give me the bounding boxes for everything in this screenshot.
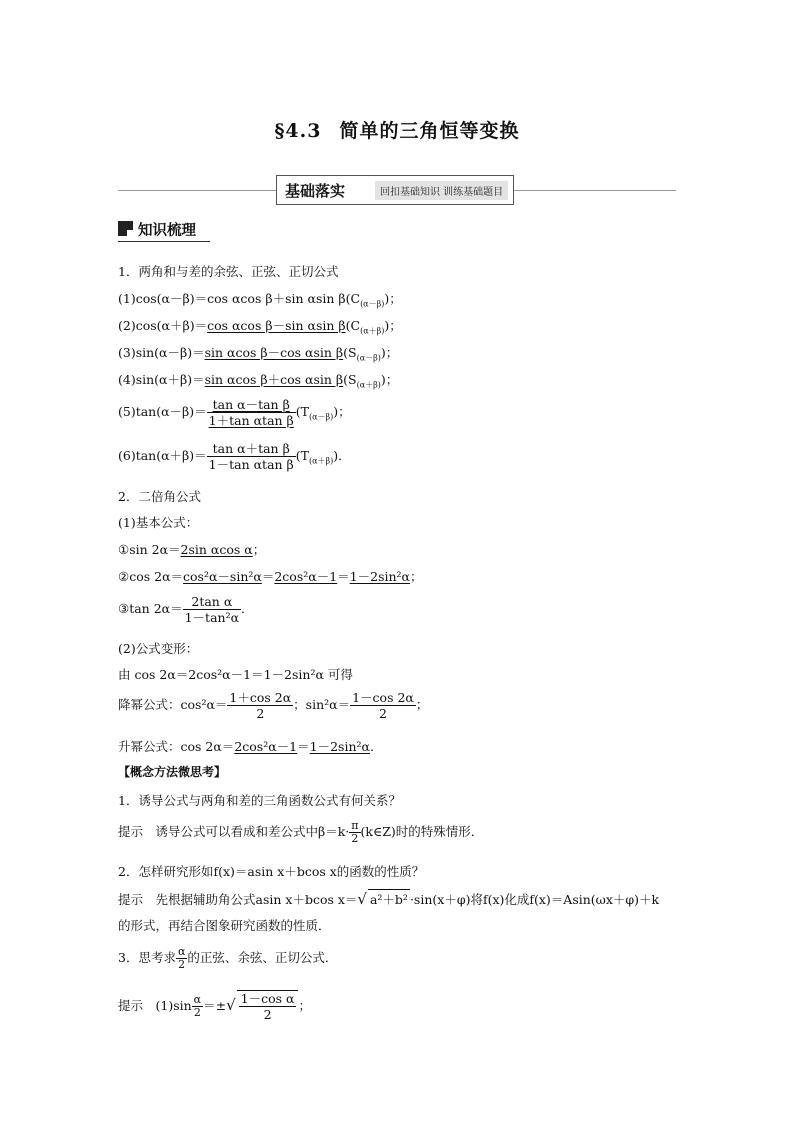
double-cos-answer-3: 1－2sin²α: [349, 569, 410, 584]
answer-2-line-2: 的形式，再结合图象研究函数的性质．: [118, 918, 331, 933]
answer-3-text: 提示 (1)sin: [118, 998, 192, 1013]
radical-sign-2: √: [226, 996, 236, 1014]
formula-2-code: (C: [345, 318, 361, 333]
banner-main-label: 基础落实: [285, 181, 346, 200]
formula-5-text: (5)tan(α－β)＝: [118, 404, 207, 419]
question-3-denominator: 2: [178, 958, 186, 971]
raise-eq: ＝: [297, 739, 310, 754]
answer-3-denominator: 2: [193, 1006, 201, 1019]
formula-2-sub: (α＋β): [360, 326, 385, 336]
formula-5-end: )；: [333, 404, 351, 419]
question-3-numerator: α: [177, 945, 186, 958]
formula-6-fraction: [207, 441, 296, 472]
transform-label: (2)公式变形：: [118, 641, 199, 656]
s2-heading: 2．二倍角公式: [118, 489, 201, 504]
formula-6-denominator: 1－tan αtan β: [208, 457, 294, 472]
question-3: [118, 946, 337, 971]
double-tan-numerator: 2tan α: [183, 594, 241, 610]
answer-1-fraction: [349, 820, 360, 845]
double-cos-eq-2: ＝: [337, 569, 350, 584]
radical-sign: √: [357, 890, 367, 908]
raise-answer-1: 2cos²α－1: [234, 739, 298, 754]
double-tan-denominator: 1－tan²α: [184, 610, 240, 625]
lower-power-end: ；: [415, 697, 429, 712]
section-banner: [276, 175, 514, 205]
lower-power-fraction-1: [227, 690, 293, 721]
answer-1-end: (k∈Z)时的特殊情形．: [360, 824, 484, 839]
banner-rule-left: [118, 190, 276, 191]
formula-1-sub: (α－β): [360, 299, 385, 309]
formula-line-6: [118, 441, 351, 472]
answer-1-numerator: π: [351, 819, 359, 832]
double-cos-end: ；: [410, 569, 423, 584]
formula-5-numerator: tan α－tan β: [207, 397, 296, 413]
answer-3-radicand: [237, 990, 299, 1022]
formula-5-code: (T: [295, 404, 309, 419]
lower-power-mid: ；sin²α＝: [293, 697, 351, 712]
raise-power-line: [118, 737, 374, 755]
double-tan: [118, 594, 254, 625]
double-sin-answer: 2sin αcos α: [180, 542, 253, 557]
lower-den-1: 2: [256, 706, 265, 721]
formula-5-fraction: [207, 397, 296, 428]
formula-line-5: [118, 397, 351, 428]
answer-2-text: 提示 先根据辅助角公式asin x＋bcos x＝: [118, 892, 358, 907]
double-tan-text: ③tan 2α＝: [118, 601, 183, 616]
formula-4-sub: (α＋β): [356, 380, 381, 390]
heading-underline: [118, 241, 210, 242]
formula-line-1: [118, 289, 402, 310]
double-tan-fraction: [183, 594, 241, 625]
answer-2-end: ·sin(x＋φ)将f(x)化成f(x)＝Asin(ωx＋φ)＋k: [409, 892, 660, 907]
answer-3-numerator: α: [193, 993, 202, 1006]
question-1: 1．诱导公式与两角和差的三角函数公式有何关系？: [118, 793, 401, 808]
formula-2-end: )；: [384, 318, 402, 333]
question-3-fraction: [176, 946, 187, 971]
lower-power-line: [118, 690, 428, 721]
formula-2-text: (2)cos(α＋β)＝: [118, 318, 208, 333]
formula-4-code: (S: [343, 372, 357, 387]
knowledge-heading: 知识梳理: [138, 223, 196, 239]
section-title: 简单的三角恒等变换: [339, 120, 520, 142]
question-2: 2．怎样研究形如f(x)＝asin x＋bcos x的函数的性质？: [118, 864, 425, 879]
lower-den-2: 2: [379, 706, 387, 721]
formula-3-sub: (α－β): [356, 353, 381, 363]
answer-2: [118, 889, 659, 908]
raise-end: .: [369, 739, 374, 754]
formula-2-answer: cos αcos β－sin αsin β: [207, 318, 346, 333]
formula-6-numerator: tan α＋tan β: [207, 441, 296, 457]
lower-num-1: 1＋cos 2α: [229, 690, 292, 705]
formula-5-sub: (α－β): [309, 412, 334, 422]
answer-3-mid: ＝±: [203, 998, 227, 1013]
formula-6-end: )．: [333, 448, 351, 463]
raise-answer-2: 1－2sin²α: [309, 739, 370, 754]
question-3-text: 3．思考求: [118, 950, 176, 965]
double-tan-end: ．: [241, 601, 254, 616]
formula-5-denominator: 1＋tan αtan β: [208, 413, 294, 428]
question-3-end: 的正弦、余弦、正切公式．: [187, 950, 338, 965]
page-title: [0, 116, 794, 143]
lower-num-2: 1－cos 2α: [352, 690, 414, 705]
derive-line: 由 cos 2α＝2cos²α－1＝1－2sin²α 可得: [118, 667, 353, 682]
formula-1-end: )；: [384, 291, 402, 306]
formula-4-end: )；: [380, 372, 399, 387]
answer-1-text: 提示 诱导公式可以看成和差公式中β＝k·: [118, 824, 350, 839]
raise-power-text: 升幂公式：cos 2α＝: [118, 739, 235, 754]
answer-2-radicand: a²＋b²: [368, 889, 410, 908]
formula-6-text: (6)tan(α＋β)＝: [118, 448, 207, 463]
formula-4-text: (4)sin(α＋β)＝: [118, 372, 205, 387]
answer-3-radicand-denominator: 2: [263, 1007, 272, 1022]
section-number: §4.3: [274, 120, 322, 142]
answer-3-fraction: [192, 994, 203, 1019]
formula-1-text: (1)cos(α－β)＝cos αcos β＋sin αsin β(C: [118, 291, 361, 306]
answer-3: [118, 990, 311, 1022]
formula-4-answer: sin αcos β＋cos αsin β: [204, 372, 344, 387]
answer-3-radicand-numerator: 1－cos α: [240, 991, 295, 1006]
s1-heading: 1．两角和与差的余弦、正弦、正切公式: [118, 264, 339, 279]
double-cos: [118, 567, 423, 585]
banner-sub-label: 回扣基础知识 训练基础题目: [375, 181, 508, 200]
banner-rule-right: [514, 190, 676, 191]
lower-power-fraction-2: [350, 690, 416, 721]
formula-line-4: [118, 370, 398, 391]
basic-label: (1)基本公式：: [118, 515, 199, 530]
double-cos-answer-1: cos²α－sin²α: [183, 569, 262, 584]
double-sin-text: ①sin 2α＝: [118, 542, 181, 557]
double-sin: [118, 540, 265, 558]
formula-3-code: (S: [343, 345, 357, 360]
square-icon: [118, 221, 133, 236]
think-heading: 【概念方法微思考】: [118, 765, 227, 779]
double-cos-answer-2: 2cos²α－1: [274, 569, 338, 584]
answer-3-radicand-fraction: [239, 991, 297, 1022]
double-cos-text: ②cos 2α＝: [118, 569, 184, 584]
answer-1: [118, 820, 483, 845]
formula-3-text: (3)sin(α－β)＝: [118, 345, 205, 360]
lower-power-text: 降幂公式：cos²α＝: [118, 697, 228, 712]
answer-3-end: ；: [298, 998, 311, 1013]
double-sin-end: ；: [252, 542, 266, 557]
formula-3-end: )；: [380, 345, 399, 360]
double-cos-eq: ＝: [261, 569, 275, 584]
formula-line-3: [118, 343, 398, 364]
formula-line-2: [118, 316, 402, 337]
answer-1-denominator: 2: [351, 832, 359, 845]
formula-3-answer: sin αcos β－cos αsin β: [204, 345, 344, 360]
formula-6-sub: (α＋β): [309, 456, 334, 466]
formula-6-code: (T: [295, 448, 309, 463]
